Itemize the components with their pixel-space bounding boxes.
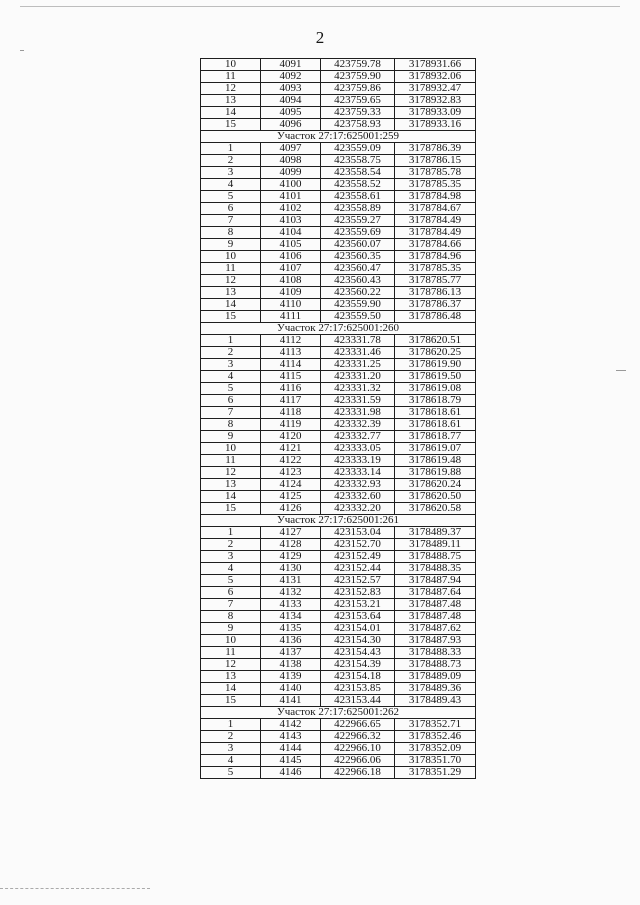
y-coordinate-cell: 3178933.16 <box>395 119 476 131</box>
y-coordinate-cell: 3178489.09 <box>395 671 476 683</box>
table-row <box>201 479 476 491</box>
x-coordinate-cell: 423331.78 <box>321 335 395 347</box>
point-number-cell: 4096 <box>261 119 321 131</box>
x-coordinate-cell: 423331.98 <box>321 407 395 419</box>
y-coordinate-cell: 3178487.48 <box>395 599 476 611</box>
y-coordinate-cell: 3178620.50 <box>395 491 476 503</box>
point-index-cell: 2 <box>201 347 261 359</box>
y-coordinate-cell: 3178784.66 <box>395 239 476 251</box>
point-number-cell: 4136 <box>261 635 321 647</box>
point-number-cell: 4119 <box>261 419 321 431</box>
y-coordinate-cell: 3178488.35 <box>395 563 476 575</box>
table-row <box>201 683 476 695</box>
y-coordinate-cell: 3178932.06 <box>395 71 476 83</box>
point-index-cell: 2 <box>201 539 261 551</box>
point-index-cell: 7 <box>201 215 261 227</box>
table-row <box>201 407 476 419</box>
point-number-cell: 4097 <box>261 143 321 155</box>
table-row <box>201 527 476 539</box>
table-row <box>201 347 476 359</box>
x-coordinate-cell: 423759.78 <box>321 59 395 71</box>
x-coordinate-cell: 423332.93 <box>321 479 395 491</box>
table-row <box>201 635 476 647</box>
y-coordinate-cell: 3178619.50 <box>395 371 476 383</box>
x-coordinate-cell: 423558.75 <box>321 155 395 167</box>
x-coordinate-cell: 423332.20 <box>321 503 395 515</box>
point-number-cell: 4112 <box>261 335 321 347</box>
point-index-cell: 9 <box>201 623 261 635</box>
point-number-cell: 4105 <box>261 239 321 251</box>
point-number-cell: 4108 <box>261 275 321 287</box>
table-row <box>201 551 476 563</box>
parcel-title: Участок 27:17:625001:262 <box>201 707 476 719</box>
point-number-cell: 4093 <box>261 83 321 95</box>
y-coordinate-cell: 3178489.11 <box>395 539 476 551</box>
x-coordinate-cell: 423331.59 <box>321 395 395 407</box>
point-index-cell: 14 <box>201 683 261 695</box>
table-row <box>201 275 476 287</box>
y-coordinate-cell: 3178487.48 <box>395 611 476 623</box>
x-coordinate-cell: 423154.30 <box>321 635 395 647</box>
y-coordinate-cell: 3178785.78 <box>395 167 476 179</box>
parcel-header-row <box>201 707 476 719</box>
y-coordinate-cell: 3178352.71 <box>395 719 476 731</box>
point-index-cell: 7 <box>201 407 261 419</box>
point-number-cell: 4126 <box>261 503 321 515</box>
point-index-cell: 15 <box>201 311 261 323</box>
y-coordinate-cell: 3178933.09 <box>395 107 476 119</box>
point-number-cell: 4103 <box>261 215 321 227</box>
point-index-cell: 10 <box>201 251 261 263</box>
parcel-title: Участок 27:17:625001:259 <box>201 131 476 143</box>
x-coordinate-cell: 423559.09 <box>321 143 395 155</box>
table-row <box>201 311 476 323</box>
table-row <box>201 563 476 575</box>
point-index-cell: 1 <box>201 143 261 155</box>
table-row <box>201 503 476 515</box>
x-coordinate-cell: 423759.90 <box>321 71 395 83</box>
x-coordinate-cell: 423560.43 <box>321 275 395 287</box>
table-row <box>201 107 476 119</box>
table-row <box>201 659 476 671</box>
x-coordinate-cell: 423152.44 <box>321 563 395 575</box>
x-coordinate-cell: 423331.20 <box>321 371 395 383</box>
y-coordinate-cell: 3178619.48 <box>395 455 476 467</box>
point-number-cell: 4092 <box>261 71 321 83</box>
table-row <box>201 95 476 107</box>
point-number-cell: 4099 <box>261 167 321 179</box>
point-index-cell: 9 <box>201 239 261 251</box>
table-row <box>201 647 476 659</box>
table-row <box>201 467 476 479</box>
x-coordinate-cell: 423333.19 <box>321 455 395 467</box>
table-row <box>201 719 476 731</box>
point-index-cell: 1 <box>201 719 261 731</box>
coordinates-table <box>200 58 476 779</box>
x-coordinate-cell: 423331.32 <box>321 383 395 395</box>
point-number-cell: 4094 <box>261 95 321 107</box>
point-number-cell: 4113 <box>261 347 321 359</box>
point-index-cell: 8 <box>201 227 261 239</box>
y-coordinate-cell: 3178487.64 <box>395 587 476 599</box>
y-coordinate-cell: 3178932.47 <box>395 83 476 95</box>
point-index-cell: 5 <box>201 383 261 395</box>
point-index-cell: 12 <box>201 275 261 287</box>
point-number-cell: 4144 <box>261 743 321 755</box>
table-row <box>201 251 476 263</box>
point-number-cell: 4115 <box>261 371 321 383</box>
x-coordinate-cell: 423332.60 <box>321 491 395 503</box>
table-row <box>201 179 476 191</box>
coordinates-table-body <box>201 59 476 779</box>
table-row <box>201 455 476 467</box>
point-index-cell: 3 <box>201 551 261 563</box>
x-coordinate-cell: 423153.64 <box>321 611 395 623</box>
y-coordinate-cell: 3178784.98 <box>395 191 476 203</box>
point-index-cell: 1 <box>201 527 261 539</box>
point-index-cell: 8 <box>201 611 261 623</box>
x-coordinate-cell: 423154.18 <box>321 671 395 683</box>
point-index-cell: 4 <box>201 755 261 767</box>
point-number-cell: 4122 <box>261 455 321 467</box>
point-index-cell: 12 <box>201 83 261 95</box>
point-number-cell: 4111 <box>261 311 321 323</box>
point-number-cell: 4127 <box>261 527 321 539</box>
table-row <box>201 119 476 131</box>
x-coordinate-cell: 423559.90 <box>321 299 395 311</box>
table-row <box>201 695 476 707</box>
point-index-cell: 14 <box>201 107 261 119</box>
point-number-cell: 4110 <box>261 299 321 311</box>
y-coordinate-cell: 3178487.94 <box>395 575 476 587</box>
x-coordinate-cell: 422966.65 <box>321 719 395 731</box>
point-number-cell: 4142 <box>261 719 321 731</box>
point-index-cell: 6 <box>201 203 261 215</box>
y-coordinate-cell: 3178488.75 <box>395 551 476 563</box>
point-index-cell: 13 <box>201 479 261 491</box>
point-number-cell: 4106 <box>261 251 321 263</box>
x-coordinate-cell: 423558.54 <box>321 167 395 179</box>
point-index-cell: 15 <box>201 503 261 515</box>
table-row <box>201 215 476 227</box>
y-coordinate-cell: 3178489.43 <box>395 695 476 707</box>
table-row <box>201 443 476 455</box>
table-row <box>201 287 476 299</box>
y-coordinate-cell: 3178352.46 <box>395 731 476 743</box>
point-number-cell: 4114 <box>261 359 321 371</box>
point-number-cell: 4131 <box>261 575 321 587</box>
point-number-cell: 4138 <box>261 659 321 671</box>
point-index-cell: 10 <box>201 443 261 455</box>
point-number-cell: 4134 <box>261 611 321 623</box>
y-coordinate-cell: 3178786.13 <box>395 287 476 299</box>
x-coordinate-cell: 423559.27 <box>321 215 395 227</box>
x-coordinate-cell: 423154.01 <box>321 623 395 635</box>
y-coordinate-cell: 3178785.35 <box>395 263 476 275</box>
y-coordinate-cell: 3178784.96 <box>395 251 476 263</box>
point-index-cell: 4 <box>201 371 261 383</box>
table-row <box>201 155 476 167</box>
y-coordinate-cell: 3178931.66 <box>395 59 476 71</box>
table-row <box>201 755 476 767</box>
y-coordinate-cell: 3178489.37 <box>395 527 476 539</box>
y-coordinate-cell: 3178352.09 <box>395 743 476 755</box>
point-number-cell: 4109 <box>261 287 321 299</box>
x-coordinate-cell: 423154.39 <box>321 659 395 671</box>
point-index-cell: 10 <box>201 635 261 647</box>
x-coordinate-cell: 423759.86 <box>321 83 395 95</box>
y-coordinate-cell: 3178620.24 <box>395 479 476 491</box>
x-coordinate-cell: 423333.14 <box>321 467 395 479</box>
x-coordinate-cell: 422966.10 <box>321 743 395 755</box>
table-row <box>201 191 476 203</box>
table-row <box>201 239 476 251</box>
y-coordinate-cell: 3178785.77 <box>395 275 476 287</box>
y-coordinate-cell: 3178619.07 <box>395 443 476 455</box>
table-row <box>201 743 476 755</box>
point-index-cell: 9 <box>201 431 261 443</box>
x-coordinate-cell: 423153.21 <box>321 599 395 611</box>
x-coordinate-cell: 423333.05 <box>321 443 395 455</box>
table-row <box>201 599 476 611</box>
point-number-cell: 4135 <box>261 623 321 635</box>
point-index-cell: 12 <box>201 467 261 479</box>
parcel-title: Участок 27:17:625001:260 <box>201 323 476 335</box>
x-coordinate-cell: 423758.93 <box>321 119 395 131</box>
point-number-cell: 4139 <box>261 671 321 683</box>
y-coordinate-cell: 3178784.49 <box>395 227 476 239</box>
point-number-cell: 4102 <box>261 203 321 215</box>
x-coordinate-cell: 423154.43 <box>321 647 395 659</box>
parcel-header-row <box>201 515 476 527</box>
y-coordinate-cell: 3178351.70 <box>395 755 476 767</box>
table-row <box>201 359 476 371</box>
top-edge-line <box>20 6 620 7</box>
x-coordinate-cell: 423331.46 <box>321 347 395 359</box>
x-coordinate-cell: 423559.50 <box>321 311 395 323</box>
table-row <box>201 431 476 443</box>
x-coordinate-cell: 423559.69 <box>321 227 395 239</box>
y-coordinate-cell: 3178618.61 <box>395 419 476 431</box>
point-index-cell: 11 <box>201 455 261 467</box>
point-index-cell: 3 <box>201 167 261 179</box>
table-row <box>201 671 476 683</box>
x-coordinate-cell: 423152.70 <box>321 539 395 551</box>
point-index-cell: 3 <box>201 359 261 371</box>
point-index-cell: 11 <box>201 71 261 83</box>
y-coordinate-cell: 3178786.48 <box>395 311 476 323</box>
x-coordinate-cell: 423152.57 <box>321 575 395 587</box>
table-row <box>201 299 476 311</box>
point-index-cell: 5 <box>201 767 261 779</box>
y-coordinate-cell: 3178784.49 <box>395 215 476 227</box>
point-index-cell: 13 <box>201 671 261 683</box>
table-row <box>201 623 476 635</box>
table-row <box>201 335 476 347</box>
point-number-cell: 4091 <box>261 59 321 71</box>
table-row <box>201 371 476 383</box>
point-index-cell: 14 <box>201 299 261 311</box>
point-number-cell: 4143 <box>261 731 321 743</box>
table-row <box>201 143 476 155</box>
table-row <box>201 203 476 215</box>
point-index-cell: 13 <box>201 287 261 299</box>
point-number-cell: 4132 <box>261 587 321 599</box>
y-coordinate-cell: 3178488.33 <box>395 647 476 659</box>
y-coordinate-cell: 3178618.79 <box>395 395 476 407</box>
point-index-cell: 6 <box>201 395 261 407</box>
point-number-cell: 4104 <box>261 227 321 239</box>
x-coordinate-cell: 423152.83 <box>321 587 395 599</box>
y-coordinate-cell: 3178619.90 <box>395 359 476 371</box>
y-coordinate-cell: 3178487.62 <box>395 623 476 635</box>
table-row <box>201 167 476 179</box>
table-row <box>201 491 476 503</box>
x-coordinate-cell: 423332.39 <box>321 419 395 431</box>
table-row <box>201 395 476 407</box>
table-row <box>201 767 476 779</box>
point-index-cell: 7 <box>201 599 261 611</box>
table-row <box>201 83 476 95</box>
point-index-cell: 5 <box>201 575 261 587</box>
y-coordinate-cell: 3178619.08 <box>395 383 476 395</box>
point-number-cell: 4120 <box>261 431 321 443</box>
y-coordinate-cell: 3178487.93 <box>395 635 476 647</box>
point-number-cell: 4128 <box>261 539 321 551</box>
point-number-cell: 4141 <box>261 695 321 707</box>
x-coordinate-cell: 423152.49 <box>321 551 395 563</box>
scan-mark <box>616 370 626 371</box>
point-number-cell: 4121 <box>261 443 321 455</box>
parcel-header-row <box>201 131 476 143</box>
table-row <box>201 227 476 239</box>
scan-mark <box>20 50 24 51</box>
table-row <box>201 59 476 71</box>
y-coordinate-cell: 3178784.67 <box>395 203 476 215</box>
point-index-cell: 4 <box>201 179 261 191</box>
point-number-cell: 4129 <box>261 551 321 563</box>
table-row <box>201 587 476 599</box>
x-coordinate-cell: 422966.32 <box>321 731 395 743</box>
point-index-cell: 3 <box>201 743 261 755</box>
point-number-cell: 4137 <box>261 647 321 659</box>
table-row <box>201 419 476 431</box>
x-coordinate-cell: 423558.89 <box>321 203 395 215</box>
point-number-cell: 4140 <box>261 683 321 695</box>
point-number-cell: 4146 <box>261 767 321 779</box>
point-number-cell: 4133 <box>261 599 321 611</box>
point-index-cell: 11 <box>201 263 261 275</box>
point-index-cell: 4 <box>201 563 261 575</box>
x-coordinate-cell: 422966.18 <box>321 767 395 779</box>
x-coordinate-cell: 423560.22 <box>321 287 395 299</box>
y-coordinate-cell: 3178618.61 <box>395 407 476 419</box>
x-coordinate-cell: 423153.04 <box>321 527 395 539</box>
y-coordinate-cell: 3178489.36 <box>395 683 476 695</box>
table-row <box>201 71 476 83</box>
x-coordinate-cell: 423331.25 <box>321 359 395 371</box>
point-index-cell: 1 <box>201 335 261 347</box>
point-number-cell: 4101 <box>261 191 321 203</box>
x-coordinate-cell: 423558.61 <box>321 191 395 203</box>
table-row <box>201 731 476 743</box>
point-number-cell: 4117 <box>261 395 321 407</box>
point-index-cell: 6 <box>201 587 261 599</box>
y-coordinate-cell: 3178620.58 <box>395 503 476 515</box>
x-coordinate-cell: 423560.35 <box>321 251 395 263</box>
point-index-cell: 2 <box>201 731 261 743</box>
parcel-title: Участок 27:17:625001:261 <box>201 515 476 527</box>
point-number-cell: 4145 <box>261 755 321 767</box>
x-coordinate-cell: 423332.77 <box>321 431 395 443</box>
y-coordinate-cell: 3178351.29 <box>395 767 476 779</box>
point-number-cell: 4098 <box>261 155 321 167</box>
point-number-cell: 4125 <box>261 491 321 503</box>
point-number-cell: 4130 <box>261 563 321 575</box>
y-coordinate-cell: 3178786.15 <box>395 155 476 167</box>
table-row <box>201 263 476 275</box>
y-coordinate-cell: 3178786.39 <box>395 143 476 155</box>
point-number-cell: 4107 <box>261 263 321 275</box>
x-coordinate-cell: 423560.07 <box>321 239 395 251</box>
point-index-cell: 10 <box>201 59 261 71</box>
x-coordinate-cell: 423558.52 <box>321 179 395 191</box>
point-index-cell: 11 <box>201 647 261 659</box>
point-index-cell: 5 <box>201 191 261 203</box>
table-row <box>201 539 476 551</box>
point-number-cell: 4095 <box>261 107 321 119</box>
y-coordinate-cell: 3178619.88 <box>395 467 476 479</box>
point-index-cell: 12 <box>201 659 261 671</box>
x-coordinate-cell: 423759.33 <box>321 107 395 119</box>
y-coordinate-cell: 3178785.35 <box>395 179 476 191</box>
point-number-cell: 4100 <box>261 179 321 191</box>
point-index-cell: 15 <box>201 119 261 131</box>
point-index-cell: 15 <box>201 695 261 707</box>
page-number: 2 <box>315 28 325 47</box>
point-number-cell: 4123 <box>261 467 321 479</box>
x-coordinate-cell: 423560.47 <box>321 263 395 275</box>
point-index-cell: 2 <box>201 155 261 167</box>
point-index-cell: 14 <box>201 491 261 503</box>
x-coordinate-cell: 422966.06 <box>321 755 395 767</box>
y-coordinate-cell: 3178488.73 <box>395 659 476 671</box>
x-coordinate-cell: 423153.85 <box>321 683 395 695</box>
point-index-cell: 13 <box>201 95 261 107</box>
y-coordinate-cell: 3178618.77 <box>395 431 476 443</box>
point-index-cell: 8 <box>201 419 261 431</box>
y-coordinate-cell: 3178620.51 <box>395 335 476 347</box>
x-coordinate-cell: 423153.44 <box>321 695 395 707</box>
x-coordinate-cell: 423759.65 <box>321 95 395 107</box>
point-number-cell: 4124 <box>261 479 321 491</box>
table-row <box>201 611 476 623</box>
table-row <box>201 575 476 587</box>
y-coordinate-cell: 3178786.37 <box>395 299 476 311</box>
y-coordinate-cell: 3178932.83 <box>395 95 476 107</box>
y-coordinate-cell: 3178620.25 <box>395 347 476 359</box>
bottom-edge-line <box>0 888 150 889</box>
parcel-header-row <box>201 323 476 335</box>
point-number-cell: 4118 <box>261 407 321 419</box>
point-number-cell: 4116 <box>261 383 321 395</box>
table-row <box>201 383 476 395</box>
